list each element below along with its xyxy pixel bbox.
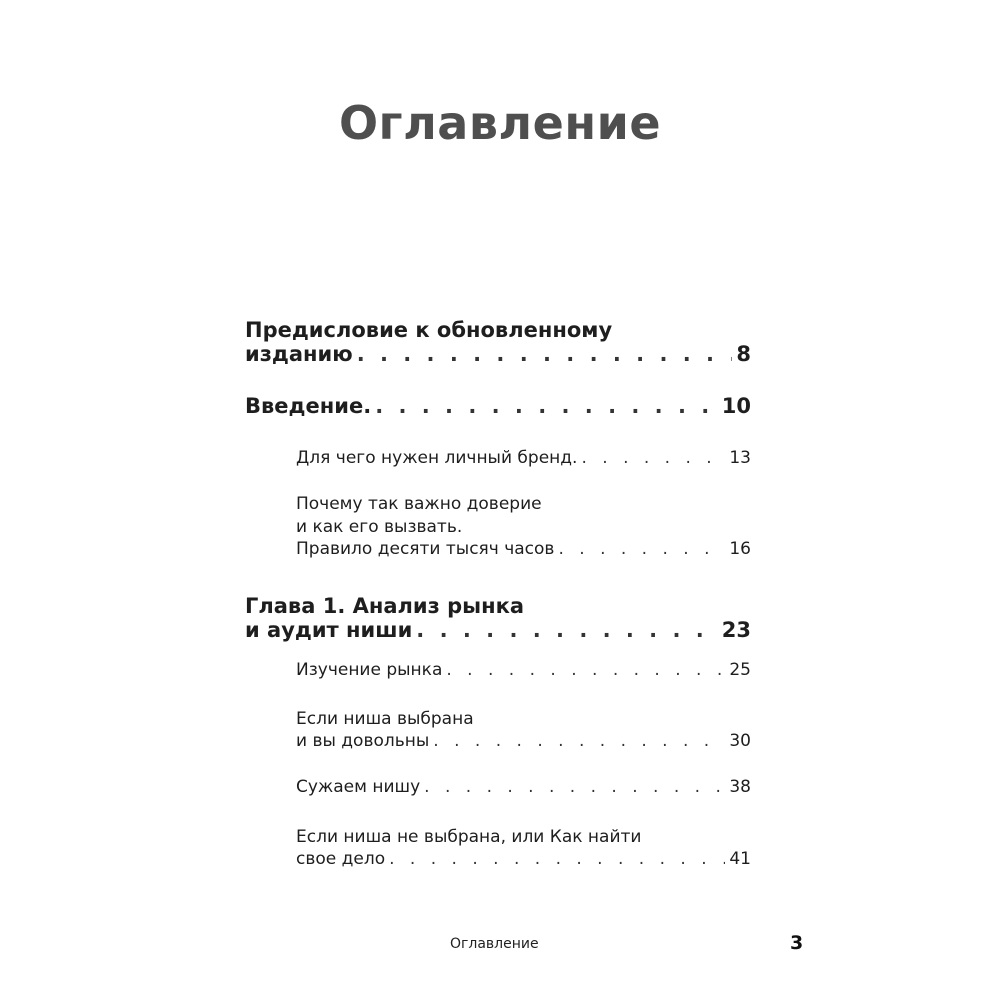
dot-leader xyxy=(375,394,718,418)
toc-entry-line: и как его вызвать. xyxy=(296,517,463,537)
toc-entry-line: Если ниша выбрана xyxy=(296,709,474,729)
dot-leader xyxy=(433,731,725,751)
toc-entry-preface[interactable] xyxy=(245,318,751,366)
toc-entry-line: Почему так важно доверие xyxy=(296,494,542,514)
running-footer: Оглавление xyxy=(450,936,539,952)
dot-leader xyxy=(581,448,725,468)
toc-entry-line: Глава 1. Анализ рынка xyxy=(245,594,525,618)
toc-entry-title: и аудит ниши xyxy=(245,618,413,642)
toc-entry-title: Изучение рынка xyxy=(296,660,443,680)
toc-entry-title: Правило десяти тысяч часов xyxy=(296,539,555,559)
toc-entry-title: и вы довольны xyxy=(296,731,430,751)
toc-entry-line: Предисловие к обновленному xyxy=(245,318,613,342)
dot-leader xyxy=(446,660,725,680)
dot-leader xyxy=(558,539,725,559)
dot-leader xyxy=(424,777,725,797)
toc-page-number: 25 xyxy=(729,660,751,680)
toc-entry-title: Для чего нужен личный бренд. xyxy=(296,448,578,468)
toc-entry-market-study[interactable] xyxy=(296,660,751,680)
toc-page-number: 10 xyxy=(721,394,751,418)
toc-page-number: 38 xyxy=(729,777,751,797)
toc-entry-niche-chosen[interactable] xyxy=(296,708,751,751)
toc-entry-introduction[interactable] xyxy=(245,394,751,418)
toc-entry-chapter-1[interactable] xyxy=(245,594,751,642)
toc-entry-title: свое дело xyxy=(296,849,386,869)
toc-page-number: 8 xyxy=(736,342,751,366)
toc-entry-niche-not-chosen[interactable] xyxy=(296,826,751,869)
dot-leader xyxy=(357,342,733,366)
dot-leader xyxy=(389,849,725,869)
page-number: 3 xyxy=(790,932,804,954)
toc-entry-trust[interactable] xyxy=(296,493,751,559)
toc-entry-title: Введение. xyxy=(245,394,372,418)
toc-page-number: 41 xyxy=(729,849,751,869)
toc-page-number: 13 xyxy=(729,448,751,468)
toc-entry-narrow-niche[interactable] xyxy=(296,777,751,797)
dot-leader xyxy=(416,618,717,642)
toc-entry-title: изданию xyxy=(245,342,353,366)
toc-page-number: 30 xyxy=(729,731,751,751)
toc-entry-personal-brand[interactable] xyxy=(296,448,751,468)
toc-page-number: 16 xyxy=(729,539,751,559)
toc-entry-title: Сужаем нишу xyxy=(296,777,421,797)
page-title: Оглавление xyxy=(338,96,662,150)
toc-page-number: 23 xyxy=(721,618,751,642)
toc-entry-line: Если ниша не выбрана, или Как найти xyxy=(296,827,642,847)
